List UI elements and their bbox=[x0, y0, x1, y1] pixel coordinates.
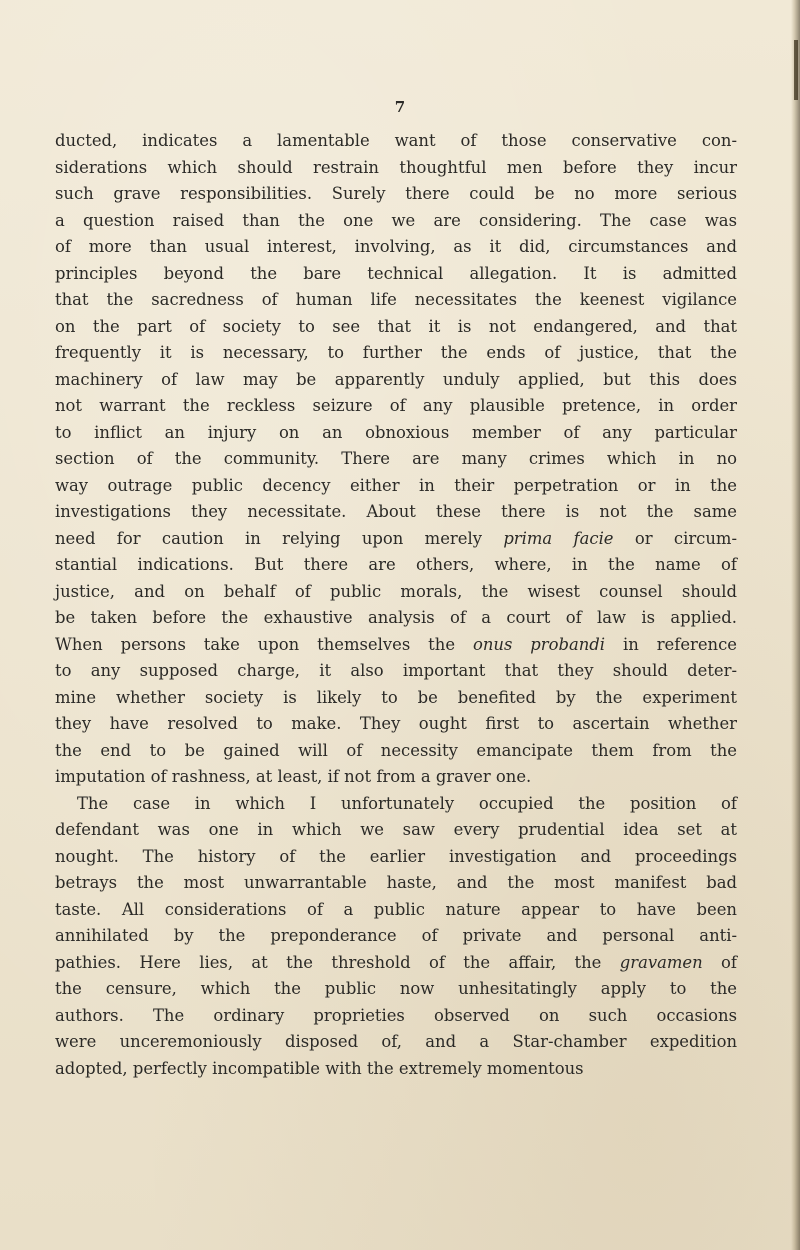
text-line: nought. The history of the earlier investigation and proceedings bbox=[55, 846, 737, 866]
text-line: they have resolved to make. They ought first to ascertain whether bbox=[55, 714, 737, 733]
text-line: the end to be gained will of necessity emancipate them from the bbox=[55, 740, 737, 760]
text-line: the censure, which the public now unhesitatingly apply to the bbox=[55, 979, 737, 998]
text-line: investigations they necessitate. About these there is not the same bbox=[55, 502, 737, 521]
text-line: on the part of society to see that it is not endangered, and that bbox=[55, 316, 737, 336]
text-line: of more than usual interest, involving, as it did, circumstances and bbox=[55, 237, 737, 256]
text-line: section of the community. There are many crimes which in no bbox=[55, 449, 737, 468]
text-line: imputation of rashness, at least, if not from a graver one. bbox=[55, 767, 532, 786]
text-line: betrays the most unwarrantable haste, and the most manifest bad bbox=[55, 873, 737, 892]
text-line: principles beyond the bare technical allegation. It is admitted bbox=[55, 263, 737, 283]
text-line: The case in which I unfortunately occupied the position of bbox=[77, 793, 737, 813]
text-line bbox=[55, 632, 737, 659]
text-line: adopted, perfectly incompatible with the extremely momentous bbox=[55, 1058, 584, 1078]
page-edge-shadow bbox=[791, 0, 800, 1250]
text-segment: pathies. Here lies, at the threshold of the affair, the bbox=[55, 952, 620, 972]
text-segment: of bbox=[702, 952, 737, 972]
italic-phrase: prima facie bbox=[503, 528, 614, 548]
text-line: to any supposed charge, it also important that they should deter- bbox=[55, 661, 737, 680]
text-line: justice, and on behalf of public morals, the wisest counsel should bbox=[55, 581, 737, 601]
text-line: taste. All considerations of a public nature appear to have been bbox=[55, 899, 737, 919]
text-line: a question raised than the one we are considering. The case was bbox=[55, 210, 737, 230]
text-line: way outrage public decency either in their perpetration or in the bbox=[55, 475, 737, 495]
page-number: 7 bbox=[394, 98, 406, 116]
text-line bbox=[55, 526, 737, 553]
page-edge-mark bbox=[794, 40, 798, 100]
text-line: annihilated by the preponderance of private and personal anti- bbox=[55, 926, 737, 945]
text-line: be taken before the exhaustive analysis of a court of law is applied. bbox=[55, 608, 737, 627]
text-segment: or circum- bbox=[613, 528, 737, 548]
italic-phrase: gravamen bbox=[619, 952, 703, 972]
text-line: were unceremoniously disposed of, and a Star-chamber expedition bbox=[55, 1032, 737, 1051]
text-segment: need for caution in relying upon merely bbox=[55, 528, 504, 548]
text-line: mine whether society is likely to be benefited by the experiment bbox=[55, 687, 737, 707]
text-line: such grave responsibilities. Surely there could be no more serious bbox=[55, 184, 737, 203]
text-line bbox=[55, 950, 737, 977]
body-text bbox=[55, 128, 737, 1082]
text-line: machinery of law may be apparently unduly applied, but this does bbox=[55, 369, 737, 389]
text-line: that the sacredness of human life necessitates the keenest vigilance bbox=[55, 290, 737, 309]
text-line: defendant was one in which we saw every prudential idea set at bbox=[55, 820, 737, 839]
text-segment: in reference bbox=[605, 634, 737, 654]
text-line: frequently it is necessary, to further the ends of justice, that the bbox=[55, 343, 737, 362]
text-line: stantial indications. But there are others, where, in the name of bbox=[55, 555, 737, 574]
text-line: authors. The ordinary proprieties observed on such occasions bbox=[55, 1005, 737, 1025]
italic-phrase: onus probandi bbox=[472, 634, 606, 654]
text-line: siderations which should restrain thoughtful men before they incur bbox=[55, 157, 737, 177]
text-line: to inflict an injury on an obnoxious member of any particular bbox=[55, 422, 737, 442]
text-segment: When persons take upon themselves the bbox=[55, 634, 473, 654]
text-line: not warrant the reckless seizure of any plausible pretence, in order bbox=[55, 396, 737, 415]
text-line: ducted, indicates a lamentable want of those conservative con- bbox=[55, 131, 737, 150]
